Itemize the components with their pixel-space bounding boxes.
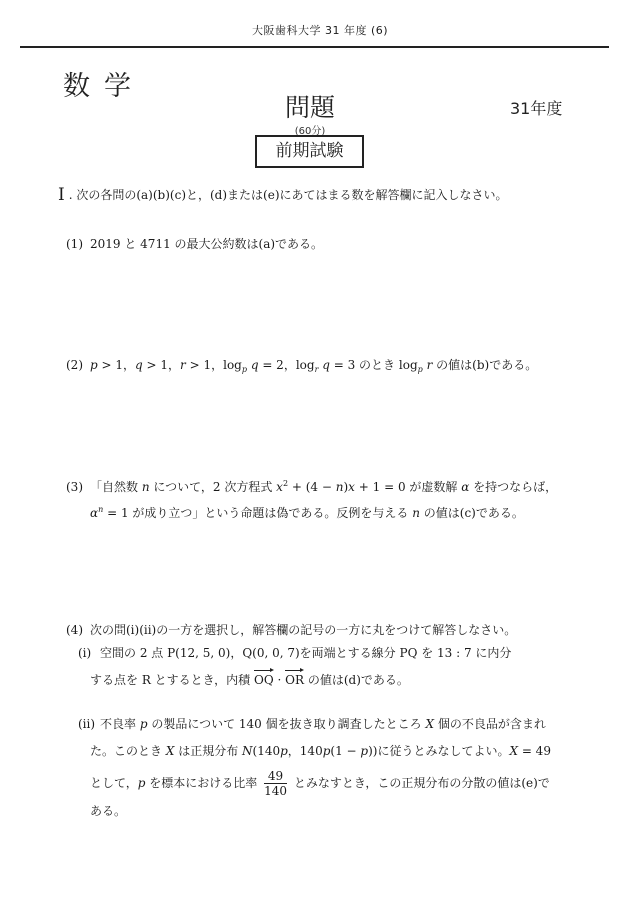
text: + 1 = 0 が虚数解	[354, 480, 462, 494]
question-text: 2019 と 4711 の最大公約数は(a)である。	[90, 237, 324, 251]
text: 個の不良品が含まれ	[434, 717, 546, 731]
log: log	[295, 358, 315, 372]
question-4-ii-line-2	[90, 743, 551, 759]
text: た。このとき	[90, 744, 166, 758]
subject-title: 数学	[63, 71, 145, 102]
exam-type-box: 前期試験	[255, 135, 364, 168]
question-number: (3)	[66, 480, 83, 494]
var-n-dist: N	[242, 744, 253, 758]
log: log	[398, 358, 418, 372]
question-2	[66, 357, 537, 378]
question-4-ii-line-3	[90, 767, 550, 799]
log-base-p: p	[417, 365, 423, 374]
section-numeral: Ⅰ	[58, 185, 65, 205]
question-number: (1)	[66, 237, 83, 251]
text: の値は(d)である。	[304, 673, 409, 687]
duration-label: (60分)	[294, 126, 326, 137]
log: log	[223, 358, 242, 372]
var-x: x	[276, 480, 283, 494]
var-p: p	[139, 717, 148, 731]
text: の製品について 140 個を抜き取り調査したところ	[147, 717, 426, 731]
var-q: q	[250, 358, 259, 372]
fraction-numerator: 49	[264, 769, 287, 784]
text: の値は(c)である。	[419, 506, 524, 520]
var-n: n	[335, 480, 344, 494]
problem-title: 問題	[284, 93, 335, 122]
exponent: 2	[282, 479, 289, 488]
text: > 1，	[185, 358, 224, 372]
text: する点を R とするとき，内積	[90, 673, 254, 687]
var-x: X	[425, 717, 434, 731]
var-r: r	[180, 358, 186, 372]
var-p: p	[280, 744, 288, 758]
text: = 1 が成り立つ」という命題は偽である。反例を与える	[103, 506, 413, 520]
var-n: n	[412, 506, 420, 520]
text: ，140	[287, 744, 323, 758]
text: (140	[252, 744, 281, 758]
text: 不良率	[100, 717, 140, 731]
question-4-ii-line-1	[78, 716, 546, 732]
text: ある。	[90, 804, 127, 818]
text: 空間の 2 点 P(12, 5, 0)，Q(0, 0, 7)を両端とする線分 PQ を 13 : 7 に内分	[100, 646, 512, 660]
question-4-i-line-2	[90, 670, 409, 688]
var-q: q	[135, 358, 143, 372]
question-3-line-1	[66, 476, 557, 495]
text: とみなすとき，この正規分布の分散の値は(e)で	[290, 776, 550, 790]
text: )	[343, 480, 349, 494]
var-alpha: α	[90, 506, 99, 520]
question-text: 次の問(i)(ii)の一方を選択し，解答欄の記号の一方に丸をつけて解答しなさい。	[90, 623, 517, 637]
var-r: r	[426, 358, 433, 372]
var-x: X	[509, 744, 518, 758]
question-3-line-2	[90, 502, 524, 521]
text: + (4 −	[288, 480, 336, 494]
header-rule	[20, 46, 609, 48]
exponent-n: n	[98, 505, 104, 514]
text: = 3 のとき	[329, 358, 399, 372]
question-4-ii-line-4	[90, 803, 126, 819]
question-number: (4)	[66, 623, 83, 637]
log-base-p: p	[241, 365, 247, 374]
text: 「自然数	[90, 480, 142, 494]
year-label: 31年度	[510, 99, 563, 118]
var-p: p	[137, 776, 146, 790]
var-p: p	[322, 744, 331, 758]
question-4-intro	[66, 622, 516, 638]
running-header: 大阪歯科大学 31 年度 (6)	[251, 24, 389, 37]
question-4-i-line-1	[78, 645, 511, 661]
subquestion-number: (i)	[78, 646, 92, 660]
question-number: (2)	[66, 358, 83, 372]
var-p: p	[360, 744, 369, 758]
vector-or: OR	[285, 670, 304, 688]
text: > 1，	[142, 358, 181, 372]
log-base-r: r	[314, 365, 319, 374]
text: として，	[90, 776, 138, 790]
instruction-text: . 次の各問の(a)(b)(c)と，(d)または(e)にあてはまる数を解答欄に記入しなさい。	[68, 188, 508, 202]
text: の値は(b)である。	[432, 358, 538, 372]
text: ))に従うとみなしてよい。	[368, 744, 510, 758]
var-x: X	[165, 744, 175, 758]
var-alpha: α	[461, 480, 470, 494]
var-p: p	[90, 358, 98, 372]
section-instruction	[58, 185, 508, 205]
text: (1 −	[330, 744, 361, 758]
var-n: n	[141, 480, 150, 494]
text: > 1，	[97, 358, 136, 372]
text: について，2 次方程式	[149, 480, 277, 494]
vector-oq: OQ	[254, 670, 274, 688]
text: を持つならば，	[469, 480, 558, 494]
fraction-49-140	[264, 769, 287, 798]
question-1	[66, 236, 323, 252]
dot-operator: ·	[273, 673, 286, 687]
text: = 2，	[258, 358, 296, 372]
var-x: x	[348, 480, 355, 494]
subquestion-number: (ii)	[78, 717, 96, 731]
text: は正規分布	[174, 744, 243, 758]
fraction-denominator: 140	[264, 784, 287, 798]
text: = 49	[518, 744, 551, 758]
text: を標本における比率	[145, 776, 262, 790]
var-q: q	[322, 358, 330, 372]
